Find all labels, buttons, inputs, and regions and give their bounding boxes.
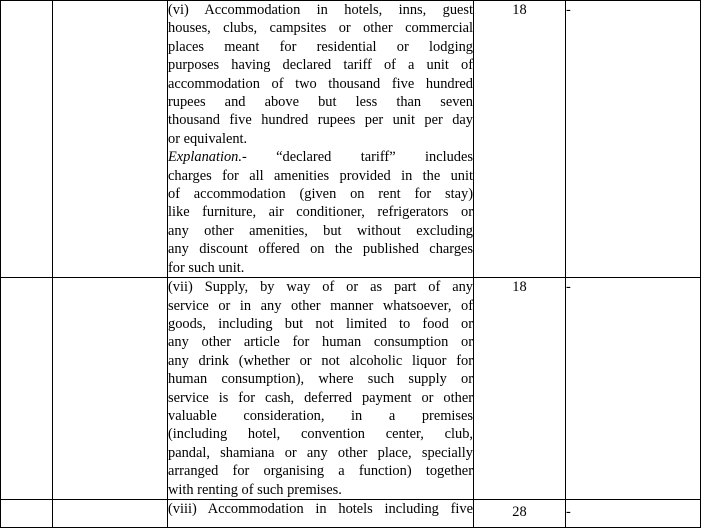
description-line: accommodation of two thousand five hundred [168, 75, 473, 92]
condition-cell: - [566, 1, 701, 278]
description-line: (vi) Accommodation in hotels, inns, guest [168, 2, 473, 18]
explanation-line: any discount offered on the published charges [168, 241, 473, 258]
table-row [1, 278, 701, 500]
description-line: (viii) Accommodation in hotels including five [168, 500, 473, 517]
description-line: or equivalent. [168, 130, 248, 147]
explanation-line: of accommodation (given on rent for stay) [168, 186, 473, 203]
description-line: purposes having declared tariff of a unit of [168, 57, 473, 74]
explanation-label: Explanation.- [168, 149, 247, 166]
rate-cell: 18 [474, 1, 566, 278]
table-cell-serial [1, 1, 53, 278]
description-line: rupees and above but less than seven [168, 94, 473, 111]
explanation-line: charges for all amenities provided in the unit [168, 167, 473, 184]
table-row [1, 499, 701, 527]
explanation-line [168, 148, 473, 166]
explanation-line: for such unit. [168, 259, 245, 276]
rate-cell: 28 [474, 499, 566, 527]
description-line: service is for cash, deferred payment or other [168, 389, 473, 406]
description-cell [168, 499, 474, 527]
condition-cell: - [566, 499, 701, 527]
explanation-line: any other amenities, but without excluding [168, 222, 473, 239]
description-line: arranged for organising a function) together [168, 463, 473, 480]
description-line: with renting of such premises. [168, 481, 342, 498]
explanation-text: “declared tariff” includes [276, 149, 473, 166]
description-line: human consumption), where such supply or [168, 371, 473, 388]
description-cell [168, 278, 474, 500]
description-line: valuable consideration, in a premises [168, 407, 473, 424]
description-line: (including hotel, convention center, club, [168, 426, 473, 443]
condition-cell: - [566, 278, 701, 500]
description-cell [168, 1, 474, 278]
description-line: pandal, shamiana or any other place, specially [168, 444, 473, 461]
description-line: goods, including but not limited to food or [168, 315, 473, 332]
description-line: any other article for human consumption or [168, 334, 473, 351]
table-cell-serial [1, 278, 53, 500]
table-row [1, 1, 701, 278]
table-cell-heading [53, 1, 168, 278]
description-line: thousand five hundred rupees per unit per day [168, 112, 473, 129]
table-cell-serial [1, 499, 53, 527]
description-line: houses, clubs, campsites or other commercial [168, 20, 473, 37]
description-line: places meant for residential or lodging [168, 38, 473, 55]
explanation-line: like furniture, air conditioner, refrigerators or [168, 204, 473, 221]
table-cell-heading [53, 499, 168, 527]
rate-cell: 18 [474, 278, 566, 500]
table-cell-heading [53, 278, 168, 500]
description-line: any drink (whether or not alcoholic liquor for [168, 352, 473, 369]
description-line: service or in any other manner whatsoever, of [168, 297, 473, 314]
description-line: (vii) Supply, by way of or as part of any [168, 279, 473, 296]
